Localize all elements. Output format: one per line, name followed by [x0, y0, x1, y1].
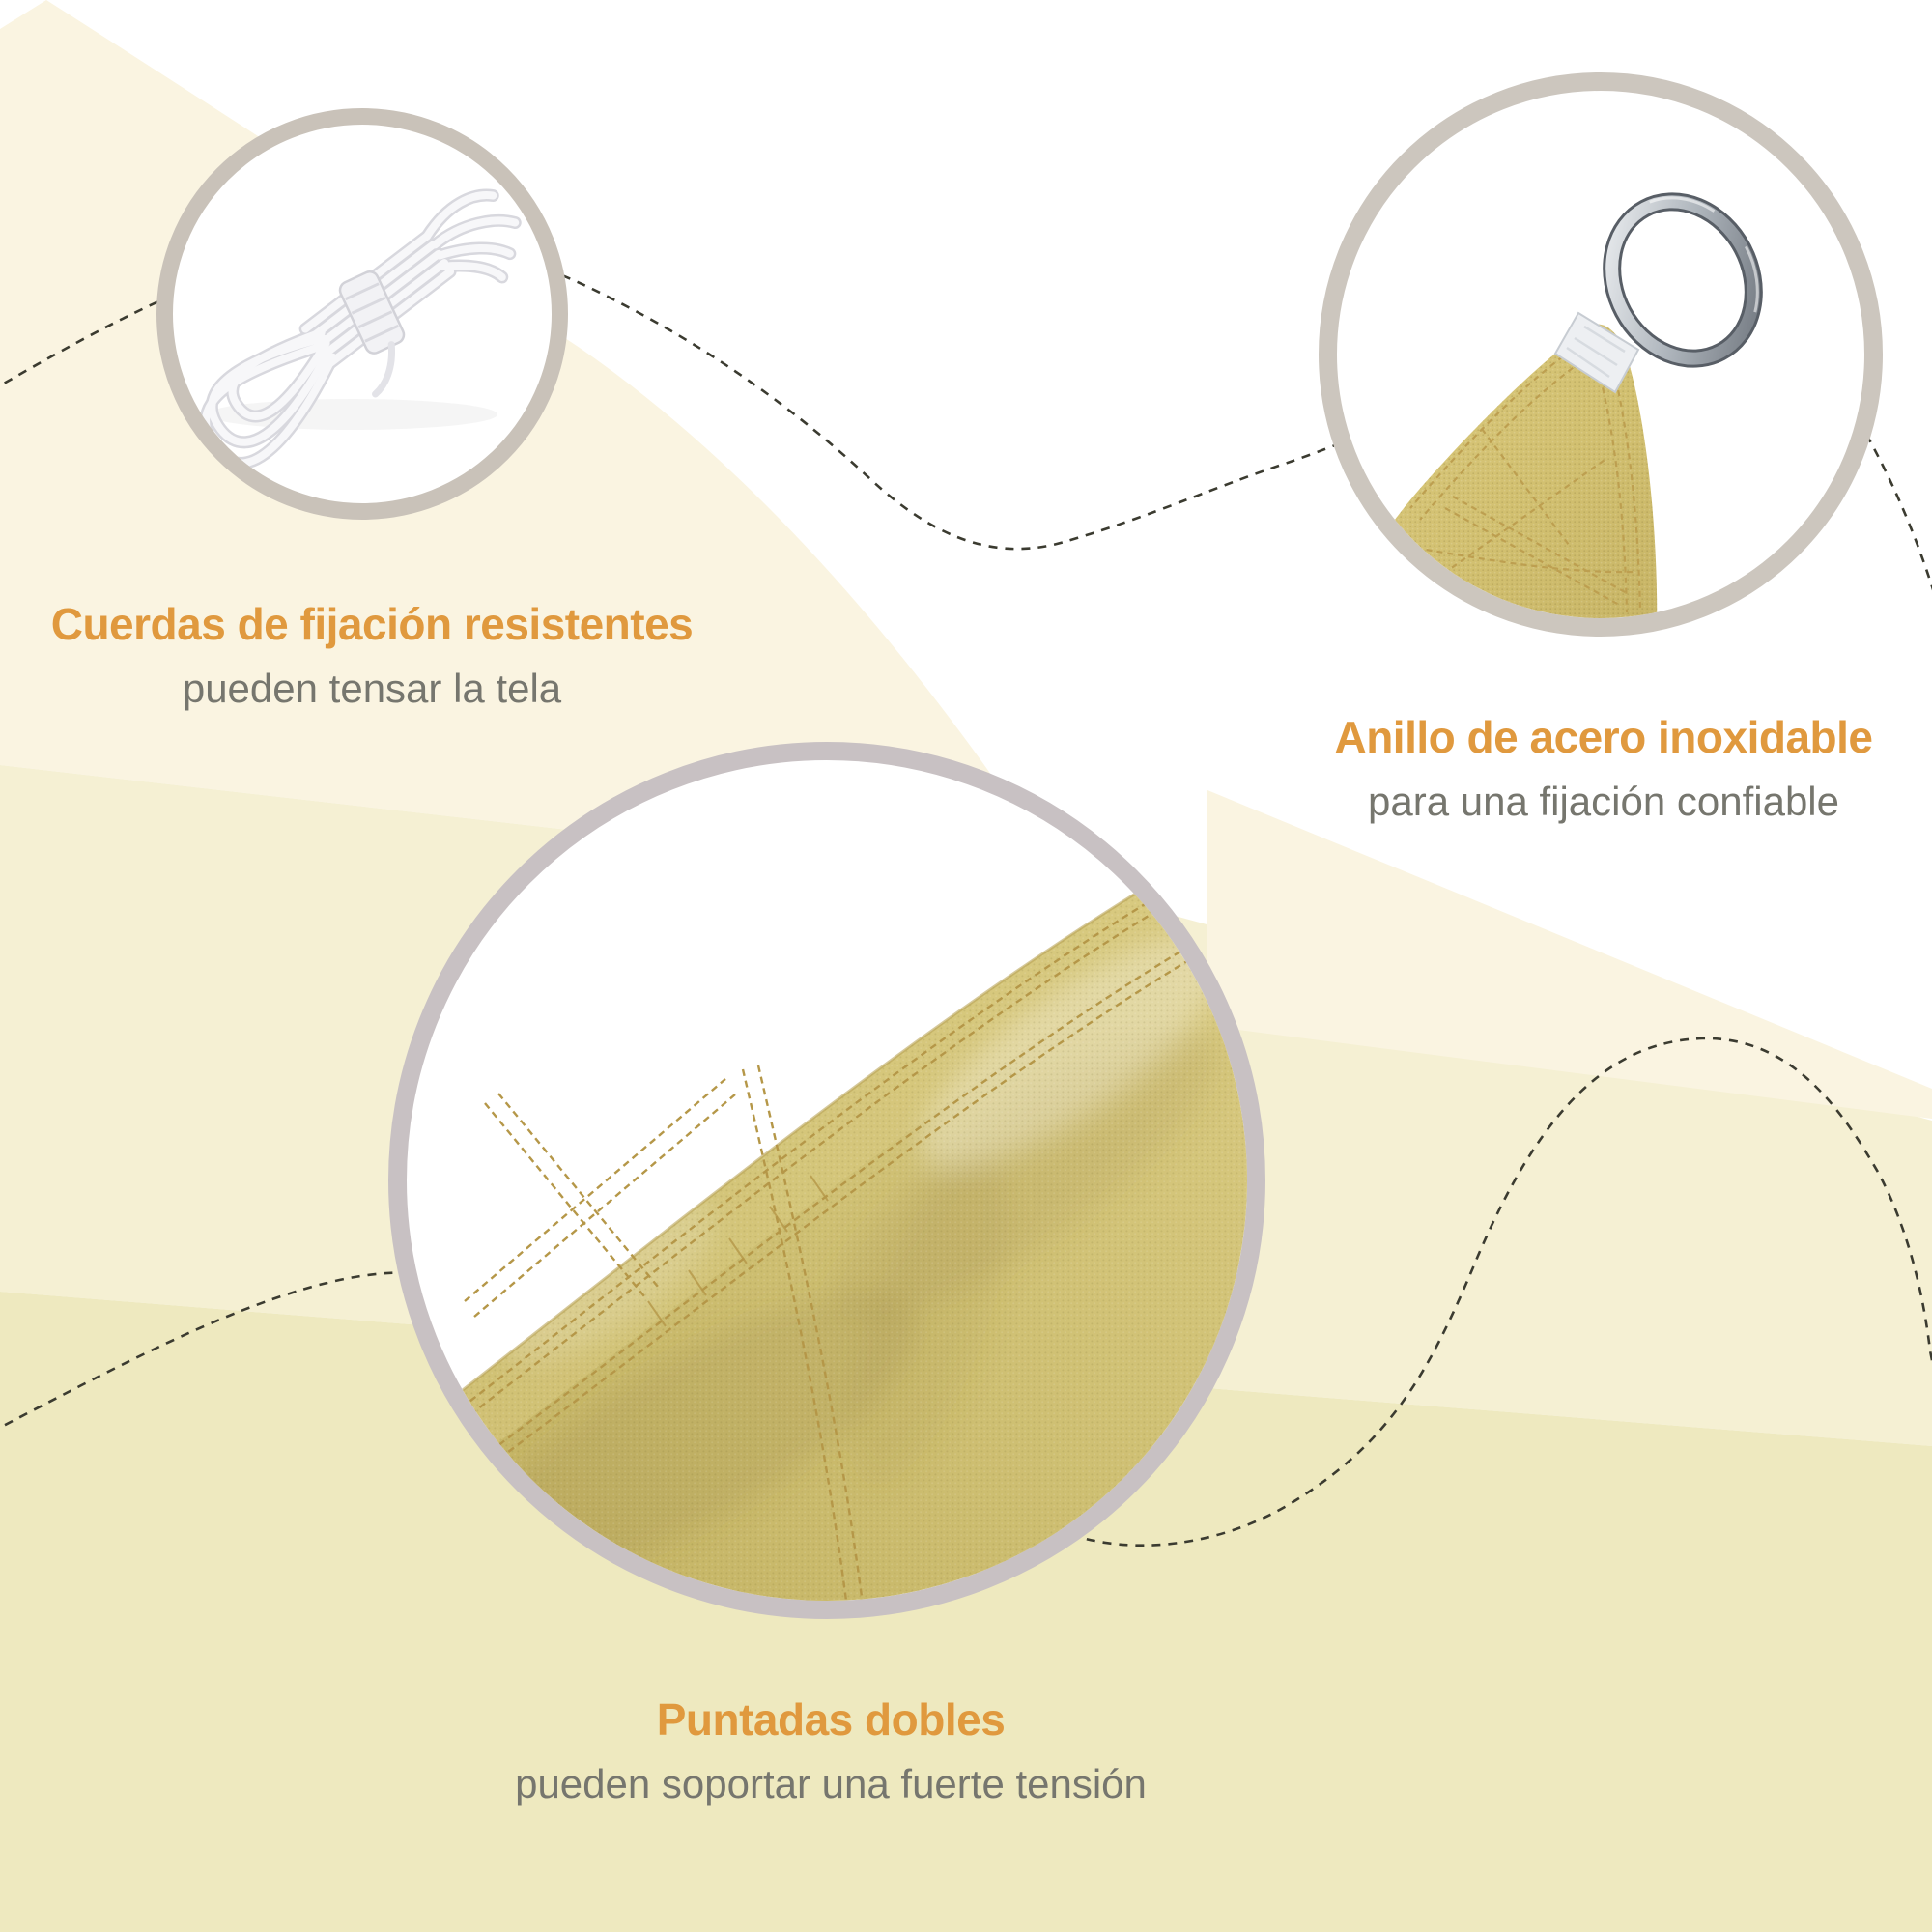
callout-title-ring: Anillo de acero inoxidable	[1334, 712, 1873, 762]
callout-circle-ropes	[156, 108, 568, 520]
callout-text-ring	[1334, 712, 1872, 826]
callout-text-stitches	[515, 1694, 1147, 1808]
double-stitch-fabric-photo	[407, 760, 1247, 1601]
d-ring-corner-photo	[1337, 91, 1864, 618]
callout-text-ropes	[51, 599, 694, 713]
callout-circle-stitches	[388, 742, 1265, 1619]
callout-subtitle-stitches: pueden soportar una fuerte tensión	[515, 1760, 1147, 1806]
rope-bundle-photo	[173, 125, 552, 503]
callout-title-stitches: Puntadas dobles	[656, 1694, 1006, 1745]
callout-circle-ring	[1319, 72, 1883, 637]
callout-subtitle-ring: para una fijación confiable	[1367, 778, 1840, 824]
callout-title-ropes: Cuerdas de fijación resistentes	[50, 599, 694, 649]
callout-subtitle-ropes: pueden tensar la tela	[182, 665, 562, 711]
